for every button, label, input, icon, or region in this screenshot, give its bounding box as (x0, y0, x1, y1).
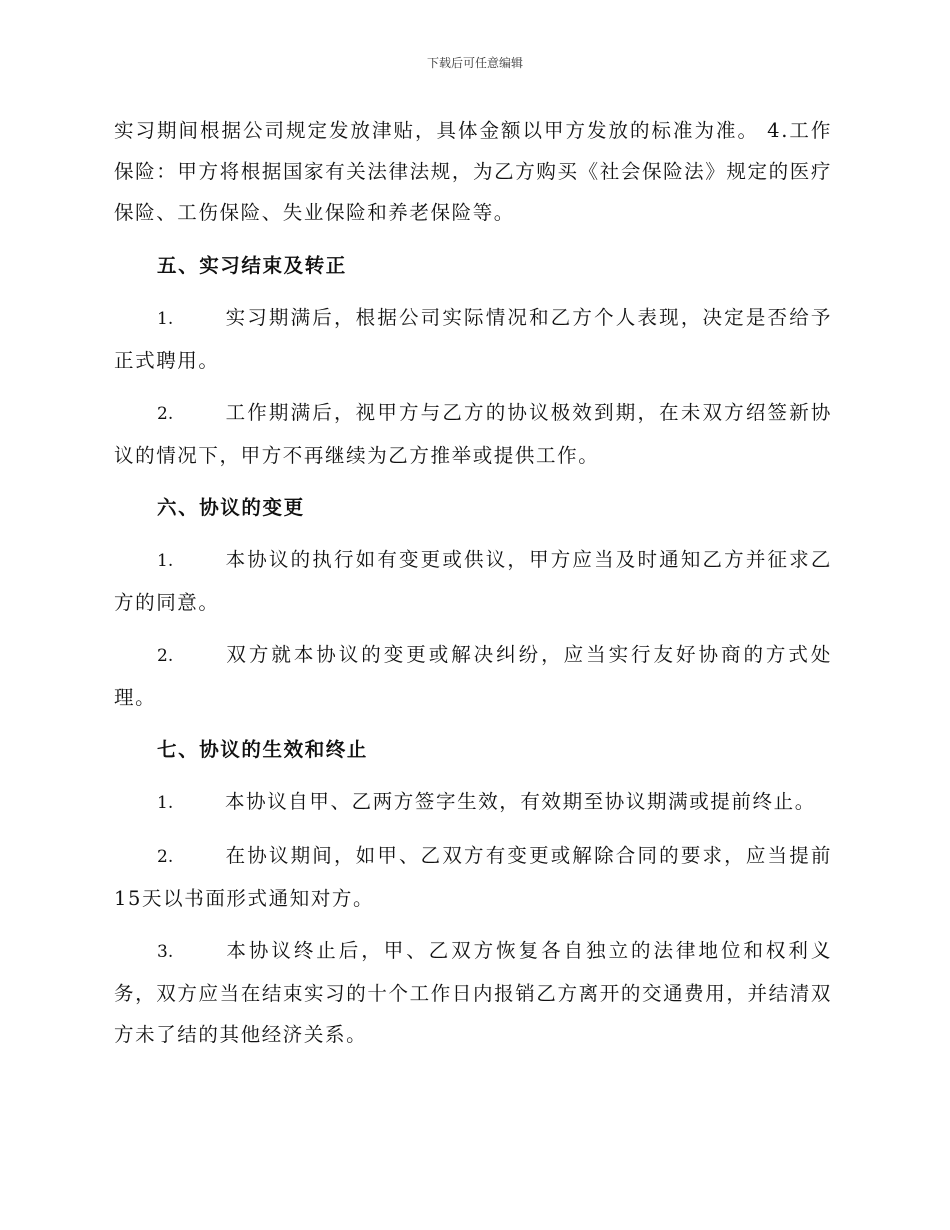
item-text: 工作期满后，视甲方与乙方的协议极效到期，在未双方绍签新协议的情况下，甲方不再继续为乙方推举或提供工作。 (114, 401, 832, 467)
list-item (114, 781, 832, 824)
item-number: 1. (157, 793, 174, 813)
list-item (114, 539, 832, 623)
item-number: 2. (157, 404, 174, 424)
item-text: 本协议的执行如有变更或供议，甲方应当及时通知乙方并征求乙方的同意。 (114, 548, 832, 614)
page-header: 下载后可任意编辑 (426, 56, 523, 70)
item-number: 1. (157, 309, 174, 329)
section-6 (114, 487, 832, 718)
item-number: 2. (157, 847, 174, 867)
item-text: 本协议终止后，甲、乙双方恢复各自独立的法律地位和权利义务，双方应当在结束实习的十个工作日内报销乙方离开的交通费用，并结清双方未了结的其他经济关系。 (114, 939, 832, 1046)
item-text: 本协议自甲、乙两方签字生效，有效期至协议期满或提前终止。 (225, 790, 816, 813)
list-item (114, 930, 832, 1055)
section-7 (114, 729, 832, 1055)
item-number: 3. (157, 942, 174, 962)
section-5 (114, 245, 832, 476)
section-heading: 五、实习结束及转正 (157, 254, 347, 277)
list-item (114, 634, 832, 718)
item-text: 实习期满后，根据公司实际情况和乙方个人表现，决定是否给予正式聘用。 (114, 306, 832, 372)
section-heading: 七、协议的生效和终止 (157, 738, 369, 761)
item-number: 2. (157, 646, 174, 666)
document-body (114, 110, 832, 1066)
list-item (114, 835, 832, 919)
intro-paragraph: 实习期间根据公司规定发放津贴，具体金额以甲方发放的标准为准。 4.工作保险：甲方将根据国家有关法律法规，为乙方购买《社会保险法》规定的医疗保险、工伤保险、失业保险和养老保险等。 (114, 119, 832, 224)
item-number: 1. (157, 551, 174, 571)
list-item (114, 297, 832, 381)
section-heading: 六、协议的变更 (157, 496, 305, 519)
list-item (114, 392, 832, 476)
item-text: 在协议期间，如甲、乙双方有变更或解除合同的要求，应当提前15天以书面形式通知对方。 (114, 844, 832, 910)
item-text: 双方就本协议的变更或解决纠纷，应当实行友好协商的方式处理。 (114, 643, 832, 709)
